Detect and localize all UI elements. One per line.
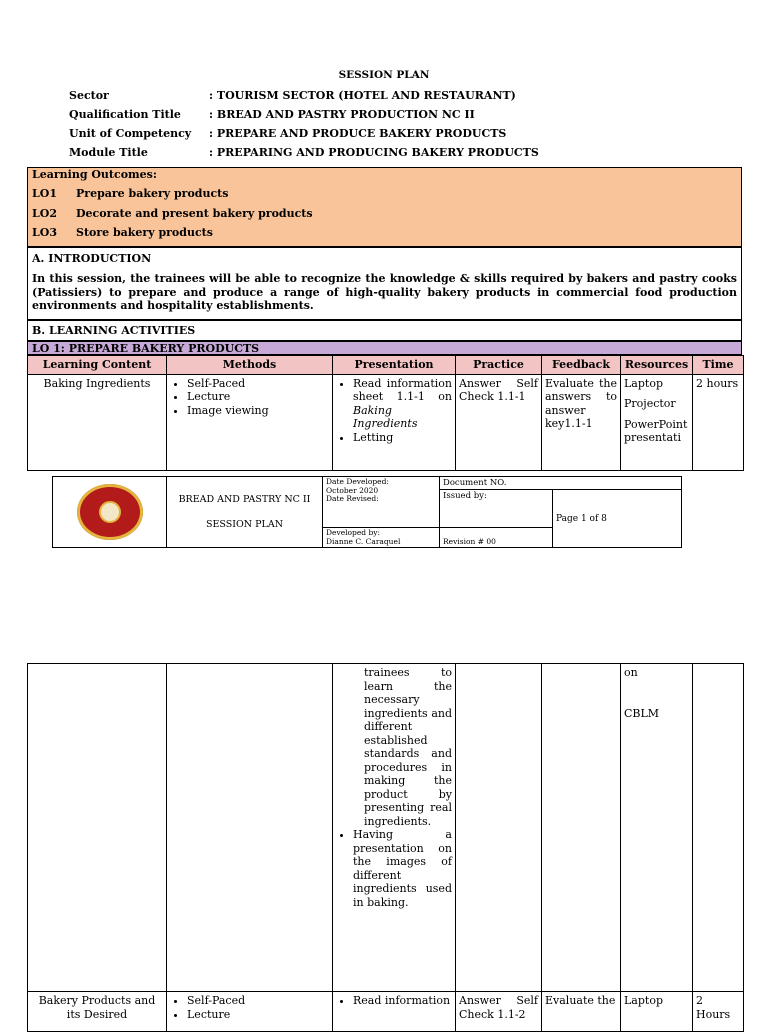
- footer-program: BREAD AND PASTRY NC II: [178, 494, 311, 505]
- lo-item: LO3 Store bakery products: [32, 226, 213, 239]
- header-module: [69, 146, 539, 159]
- column-header: Feedback: [542, 356, 621, 375]
- cell-time: 2 hours: [693, 374, 744, 470]
- column-header: Practice: [456, 356, 542, 375]
- learning-activities-heading: B. LEARNING ACTIVITIES: [27, 320, 742, 341]
- cell-content: Bakery Products and its Desired: [28, 992, 167, 1032]
- lo1-heading: LO 1: PREPARE BAKERY PRODUCTS: [27, 341, 742, 355]
- table-header-row: [28, 356, 744, 375]
- lo-item: LO1 Prepare bakery products: [32, 187, 229, 200]
- activities-table-continued: [27, 663, 744, 1032]
- seal-icon: [77, 484, 143, 540]
- page-title: SESSION PLAN: [338, 69, 430, 81]
- header-sector: [69, 89, 516, 102]
- header-value: : BREAD AND PASTRY PRODUCTION NC II: [209, 108, 475, 121]
- column-header: Time: [693, 356, 744, 375]
- cell-resources: on CBLM: [621, 664, 693, 992]
- cell-content: Baking Ingredients: [28, 374, 167, 470]
- header-value: : TOURISM SECTOR (HOTEL AND RESTAURANT): [209, 89, 516, 102]
- column-header: Resources: [621, 356, 693, 375]
- cell-methods: • Self-Paced • Lecture: [167, 992, 333, 1032]
- footer-revision: Revision # 00: [440, 528, 553, 548]
- header-label: Module Title: [69, 146, 148, 159]
- learning-outcomes-heading: Learning Outcomes:: [32, 168, 157, 181]
- footer-doc-title: SESSION PLAN: [205, 519, 284, 530]
- cell-resources: Laptop Projector PowerPoint presentati: [621, 374, 693, 470]
- table-row: [28, 992, 744, 1032]
- cell-presentation: • Read information sheet 1.1-1 on Baking Ingredients • Letting: [333, 374, 456, 470]
- cell-time: 2 Hours: [693, 992, 744, 1032]
- column-header: Learning Content: [28, 356, 167, 375]
- header-unit: [69, 127, 506, 140]
- learning-outcomes-box: [27, 167, 742, 247]
- cell-presentation: trainees to learn the necessary ingredients and different established standards and procedures in making the product by presenting real ingredients. • Having a presentation on the images of different ingredients used in baking.: [333, 664, 456, 992]
- lo-item: LO2 Decorate and present bakery products: [32, 207, 313, 220]
- cell-methods: • Self-Paced • Lecture • Image viewing: [167, 374, 333, 470]
- introduction-text: In this session, the trainees will be able to recognize the knowledge & skills required by bakers and pastry cooks (Patissiers) to prepare and produce a range of high-quality bakery products in commercial food production environments and hospitality establishments.: [32, 272, 737, 312]
- header-qualification: [69, 108, 475, 121]
- header-value: : PREPARING AND PRODUCING BAKERY PRODUCTS: [209, 146, 539, 159]
- introduction-section: [27, 247, 742, 320]
- document-footer: BREAD AND PASTRY NC II SESSION PLAN Date Developed: October 2020 Date Revised: Document NO. Issued by: Page 1 of 8 Developed by: Dianne C. Caraquel Revision # 00: [52, 476, 682, 548]
- activities-table: [27, 355, 744, 471]
- cell-practice: Answer Self Check 1.1-2: [456, 992, 542, 1032]
- header-label: Qualification Title: [69, 108, 181, 121]
- footer-document-no: Document NO.: [440, 477, 682, 490]
- table-row: [28, 374, 744, 470]
- cell-practice: Answer Self Check 1.1-1: [456, 374, 542, 470]
- header-value: : PREPARE AND PRODUCE BAKERY PRODUCTS: [209, 127, 507, 140]
- column-header: Methods: [167, 356, 333, 375]
- footer-issued-by: Issued by:: [440, 490, 553, 528]
- header-label: Unit of Competency: [69, 127, 192, 140]
- introduction-heading: A. INTRODUCTION: [32, 252, 152, 265]
- cell-feedback: Evaluate the answers to answer key1.1-1: [542, 374, 621, 470]
- cell-presentation: • Read information: [333, 992, 456, 1032]
- university-seal-logo: [53, 477, 167, 548]
- column-header: Presentation: [333, 356, 456, 375]
- table-row: [28, 664, 744, 992]
- header-label: Sector: [69, 89, 109, 102]
- footer-page: Page 1 of 8: [553, 490, 682, 548]
- cell-resources: Laptop: [621, 992, 693, 1032]
- cell-feedback: Evaluate the: [542, 992, 621, 1032]
